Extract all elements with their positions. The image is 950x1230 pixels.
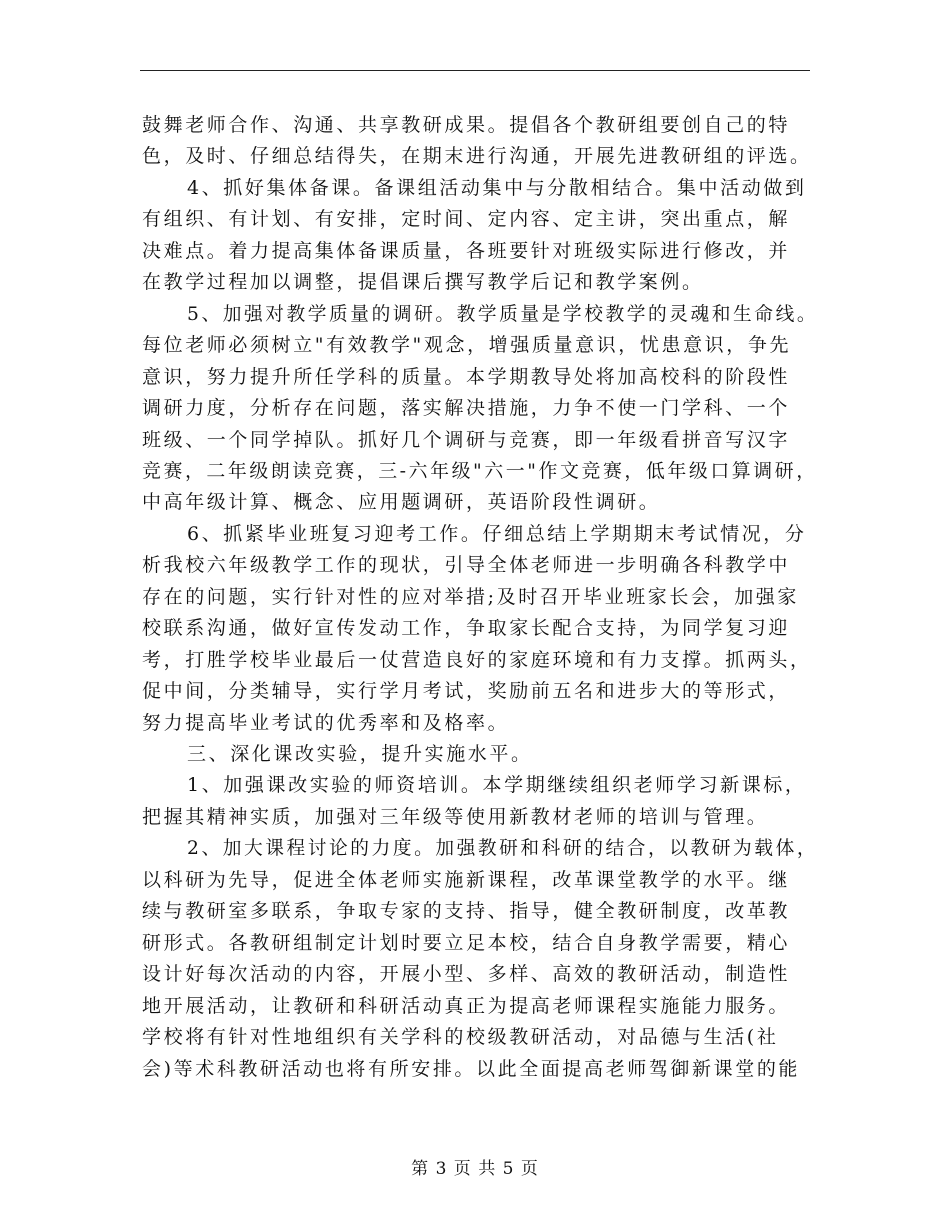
text-line: 中高年级计算、概念、应用题调研，英语阶段性调研。 [142,491,661,514]
text-line: 5、加强对教学质量的调研。教学质量是学校教学的灵魂和生命线。 [187,302,819,325]
text-line: 把握其精神实质，加强对三年级等使用新教材老师的培训与管理。 [142,805,769,828]
text-line: 考，打胜学校毕业最后一仗营造良好的家庭环境和有力支撑。抓两头， [142,648,812,671]
text-line: 每位老师必须树立"有效教学"观念，增强质量意识，忧患意识，争先 [142,334,792,357]
text-line: 班级、一个同学掉队。抓好几个调研与竞赛，即一年级看拼音写汉字 [142,428,791,451]
text-line: 续与教研室多联系，争取专家的支持、指导，健全教研制度，改革教 [142,900,791,923]
text-line: 决难点。着力提高集体备课质量，各班要针对班级实际进行修改，并 [142,239,791,262]
text-line: 校联系沟通，做好宣传发动工作，争取家长配合支持，为同学复习迎 [142,617,791,640]
text-line: 2、加大课程讨论的力度。加强教研和科研的结合，以教研为载体， [187,837,819,860]
text-line: 研形式。各教研组制定计划时要立足本校，结合自身教学需要，精心 [142,931,791,954]
text-line: 在教学过程加以调整，提倡课后撰写教学后记和教学案例。 [142,271,704,294]
text-line: 竞赛，二年级朗读竞赛，三-六年级"六一"作文竞赛，低年级口算调研， [142,459,818,482]
text-line: 努力提高毕业考试的优秀率和及格率。 [142,711,510,734]
text-line: 会)等术科教研活动也将有所安排。以此全面提高老师驾御新课堂的能 [142,1057,801,1080]
text-line: 鼓舞老师合作、沟通、共享教研成果。提倡各个教研组要创自己的特 [142,114,791,136]
text-line: 4、抓好集体备课。备课组活动集中与分散相结合。集中活动做到 [187,176,807,199]
text-line: 6、抓紧毕业班复习迎考工作。仔细总结上学期期末考试情况，分 [187,522,807,545]
text-line: 析我校六年级教学工作的现状，引导全体老师进一步明确各科教学中 [142,554,791,577]
text-line: 设计好每次活动的内容，开展小型、多样、高效的教研活动，制造性 [142,963,791,986]
text-line: 学校将有针对性地组织有关学科的校级教研活动，对品德与生活(社 [142,1026,779,1049]
text-line: 意识，努力提升所任学科的质量。本学期教导处将加高校科的阶段性 [142,365,791,388]
text-line: 调研力度，分析存在问题，落实解决措施，力争不使一门学科、一个 [142,397,791,420]
header-rule [140,70,810,71]
text-line: 以科研为先导，促进全体老师实施新课程，改革课堂教学的水平。继 [142,868,791,891]
text-line: 有组织、有计划、有安排，定时间、定内容、定主讲，突出重点，解 [142,208,791,231]
page-number: 第 3 页 共 5 页 [411,1159,539,1179]
text-line: 色，及时、仔细总结得失，在期末进行沟通，开展先进教研组的评选。 [142,145,812,168]
text-line: 地开展活动，让教研和科研活动真正为提高老师课程实施能力服务。 [142,994,791,1017]
text-line: 促中间，分类辅导，实行学月考试，奖励前五名和进步大的等形式， [142,680,791,703]
text-line: 存在的问题，实行针对性的应对举措;及时召开毕业班家长会，加强家 [142,585,800,608]
text-line: 1、加强课改实验的师资培训。本学期继续组织老师学习新课标， [187,774,807,797]
text-line: 三、深化课改实验，提升实施水平。 [187,743,533,765]
